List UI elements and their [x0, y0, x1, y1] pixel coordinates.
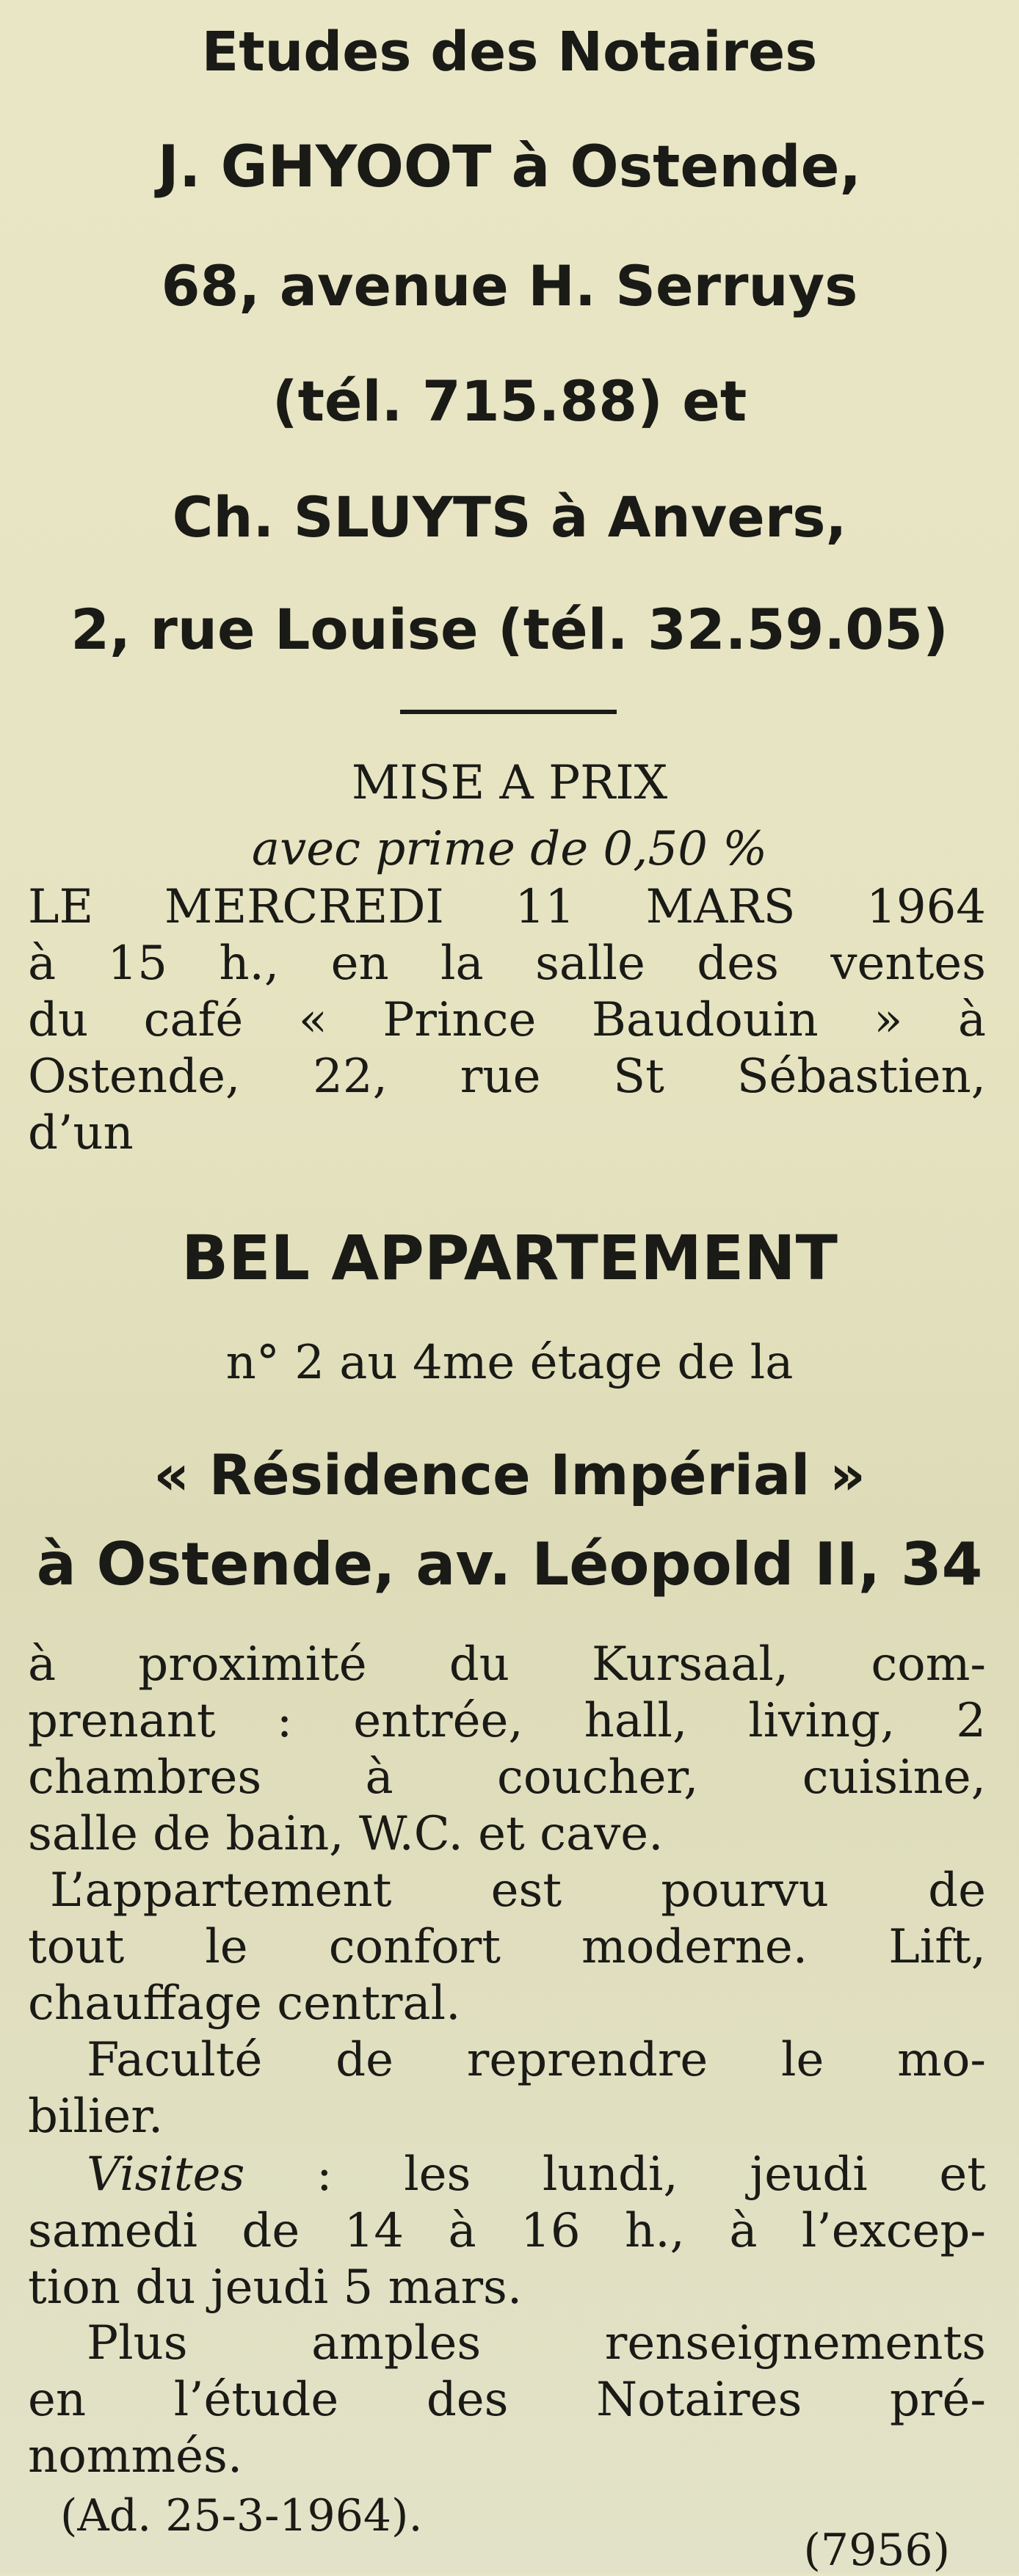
sale-line: Ostende, 22, rue St Sébastien,: [28, 1049, 986, 1104]
sale-line: à 15 h., en la salle des ventes: [28, 936, 986, 991]
description-p1: [28, 1637, 986, 1863]
desc-line: tout le confort moderne. Lift,: [28, 1920, 986, 1974]
desc-line: [28, 2147, 986, 2203]
sale-premium: avec prime de 0,50 %: [251, 822, 768, 876]
desc-line: Plus amples renseignements: [87, 2316, 986, 2371]
ad-date: (Ad. 25-3-1964).: [60, 2490, 423, 2542]
property-title: BEL APPARTEMENT: [181, 1222, 838, 1294]
desc-line: bilier.: [28, 2089, 164, 2144]
desc-line: chauffage central.: [28, 1976, 461, 2031]
desc-line: samedi de 14 à 16 h., à l’excep-: [28, 2204, 986, 2258]
visits-label: Visites: [87, 2147, 245, 2202]
header-line-5: Ch. SLUYTS à Anvers,: [172, 484, 847, 550]
visits-text: : les lundi, jeudi et: [244, 2147, 986, 2202]
desc-line: L’appartement est pourvu de: [50, 1863, 986, 1918]
desc-line: en l’étude des Notaires pré-: [28, 2373, 986, 2427]
property-floor: n° 2 au 4me étage de la: [225, 1336, 794, 1390]
header-line-1: Etudes des Notaires: [201, 21, 818, 84]
desc-line: Faculté de reprendre le mo-: [87, 2033, 986, 2087]
desc-line: prenant : entrée, hall, living, 2: [28, 1694, 986, 1748]
sale-line: du café « Prince Baudouin » à: [28, 993, 986, 1047]
desc-line: à proximité du Kursaal, com-: [28, 1637, 986, 1692]
sale-title: MISE A PRIX: [351, 756, 668, 810]
desc-line: tion du jeudi 5 mars.: [28, 2260, 523, 2315]
desc-line: chambres à coucher, cuisine,: [28, 1750, 986, 1805]
header-line-3: 68, avenue H. Serruys: [161, 253, 858, 319]
header-line-6: 2, rue Louise (tél. 32.59.05): [70, 597, 949, 662]
desc-line: salle de bain, W.C. et cave.: [28, 1807, 664, 1861]
description-p5: [28, 2315, 986, 2485]
description-p2: [28, 1863, 986, 2032]
property-address: à Ostende, av. Léopold II, 34: [36, 1530, 983, 1598]
description-p3: [28, 2032, 986, 2145]
header-line-4: (tél. 715.88) et: [272, 368, 747, 434]
property-residence: « Résidence Impérial »: [153, 1442, 866, 1507]
desc-line: nommés.: [28, 2429, 243, 2484]
divider-rule: [400, 710, 617, 714]
header-line-2: J. GHYOOT à Ostende,: [157, 134, 862, 200]
reference-number: (7956): [803, 2525, 950, 2576]
sale-line: LE MERCREDI 11 MARS 1964: [28, 880, 986, 934]
description-p4: [28, 2147, 986, 2316]
sale-details: [28, 879, 986, 1162]
sale-line: d’un: [28, 1106, 134, 1160]
